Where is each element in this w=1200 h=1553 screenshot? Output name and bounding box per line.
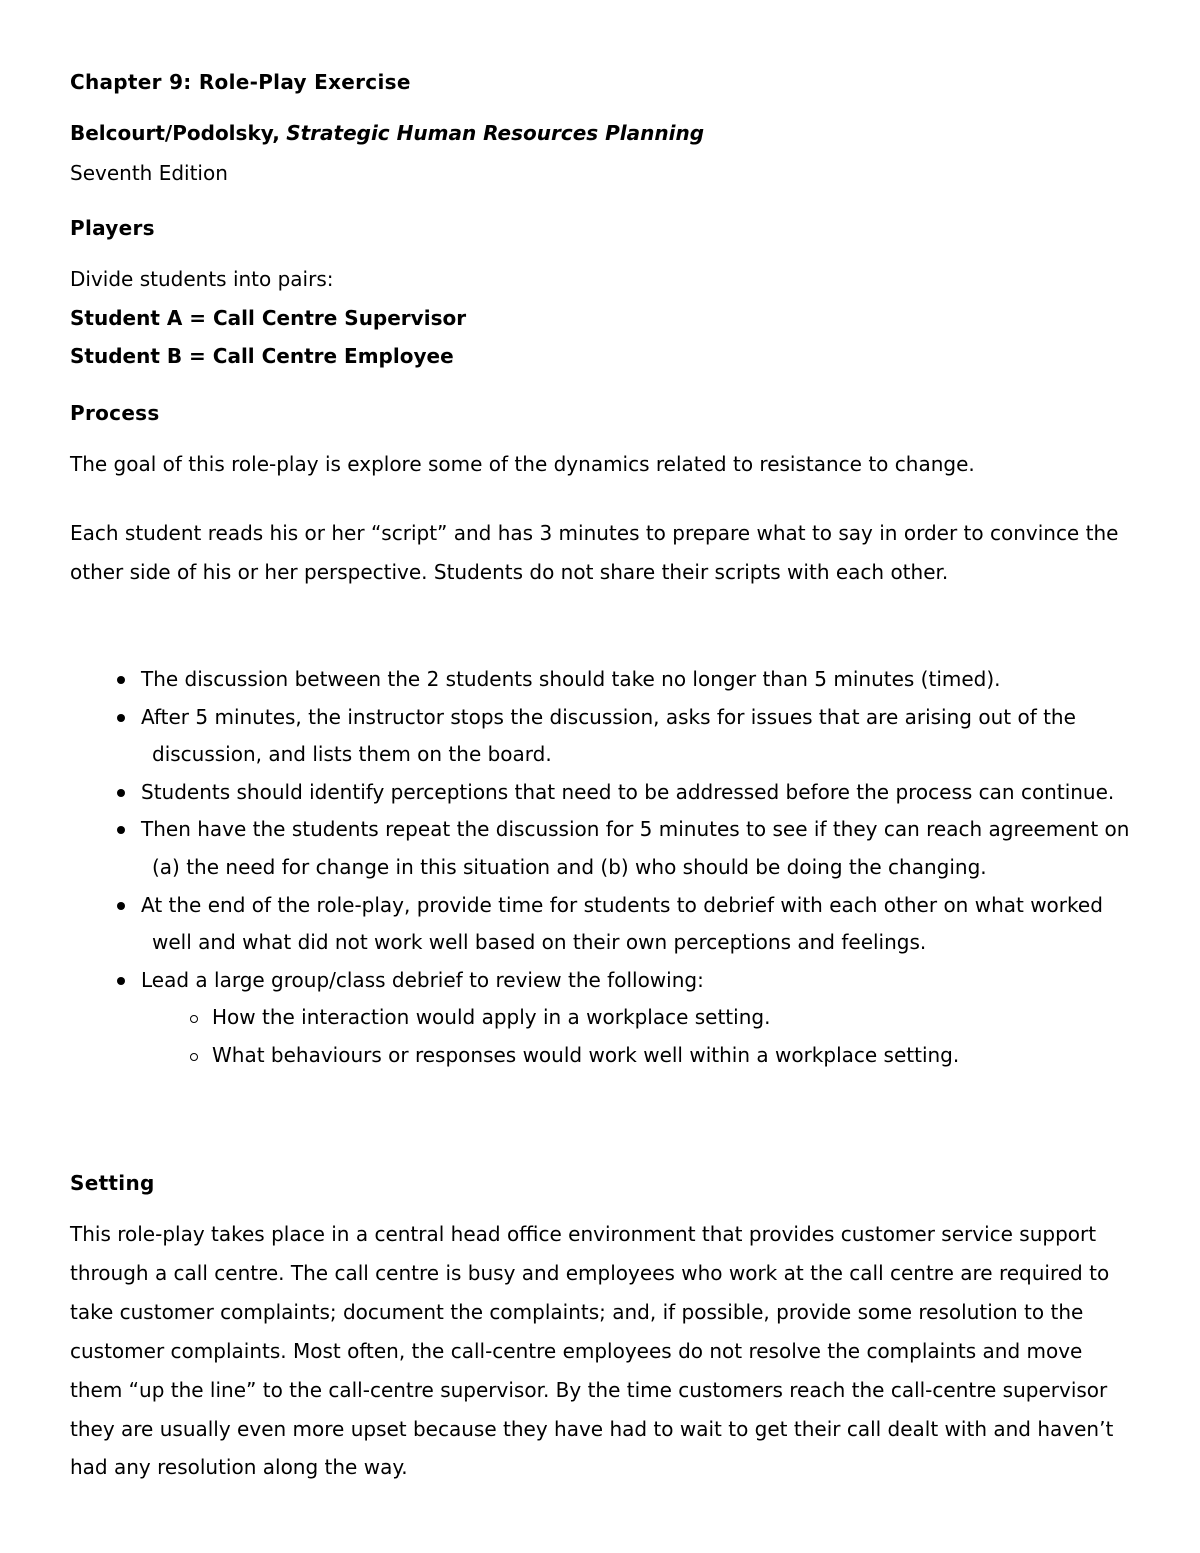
student-b-role: Student B = Call Centre Employee [70,344,454,368]
sub-list-item: What behaviours or responses would work well within a workplace setting. [212,1037,1135,1075]
players-intro: Divide students into pairs: [70,267,334,291]
setting-text: This role-play takes place in a central head office environment that provides customer service support through a call centre. The call centre is busy and employees who work at the call centre are required to take customer complaints; document the complaints; and, if possible, provide some resolution to the customer complaints. Most often, the call-centre employees do not resolve the complaints and move them “up the line” to the call-centre supervisor. By the time customers reach the call-centre supervisor they are usually even more upset because they have had to wait to get their call dealt with and haven’t had any resolution along the way. [70,1222,1114,1480]
process-instructions: Each student reads his or her “script” and has 3 minutes to prepare what to say in order to convince the other side of his or her perspective. Students do not share their scripts with each other. [70,521,1119,584]
process-heading: Process [70,401,160,425]
book-citation [70,121,704,145]
debrief-sub-list [152,999,1135,1074]
book-edition: Seventh Edition [70,161,228,185]
list-item: After 5 minutes, the instructor stops the discussion, asks for issues that are arising out of the discussion, and lists them on the board. [70,699,1135,774]
list-item: Lead a large group/class debrief to review the following: How the interaction would apply in a workplace setting. What behaviours or responses would work well within a workplace setting. [70,962,1135,1075]
document-title: Chapter 9: Role-Play Exercise [70,70,411,94]
book-title: Strategic Human Resources Planning [286,121,705,145]
players-heading: Players [70,216,155,240]
student-a-role: Student A = Call Centre Supervisor [70,306,467,330]
sub-list-item: How the interaction would apply in a workplace setting. [212,999,1135,1037]
book-authors: Belcourt/Podolsky, [70,121,280,145]
setting-heading: Setting [70,1171,155,1195]
list-item: Students should identify perceptions that need to be addressed before the process can continue. [70,774,1135,812]
list-item: Then have the students repeat the discussion for 5 minutes to see if they can reach agreement on (a) the need for change in this situation and (b) who should be doing the changing. [70,811,1135,886]
process-goal: The goal of this role-play is explore some of the dynamics related to resistance to change. [70,452,975,476]
process-bullet-list [70,661,1135,1075]
list-item: At the end of the role-play, provide time for students to debrief with each other on what worked well and what did not work well based on their own perceptions and feelings. [70,887,1135,962]
list-item: The discussion between the 2 students should take no longer than 5 minutes (timed). [70,661,1135,699]
